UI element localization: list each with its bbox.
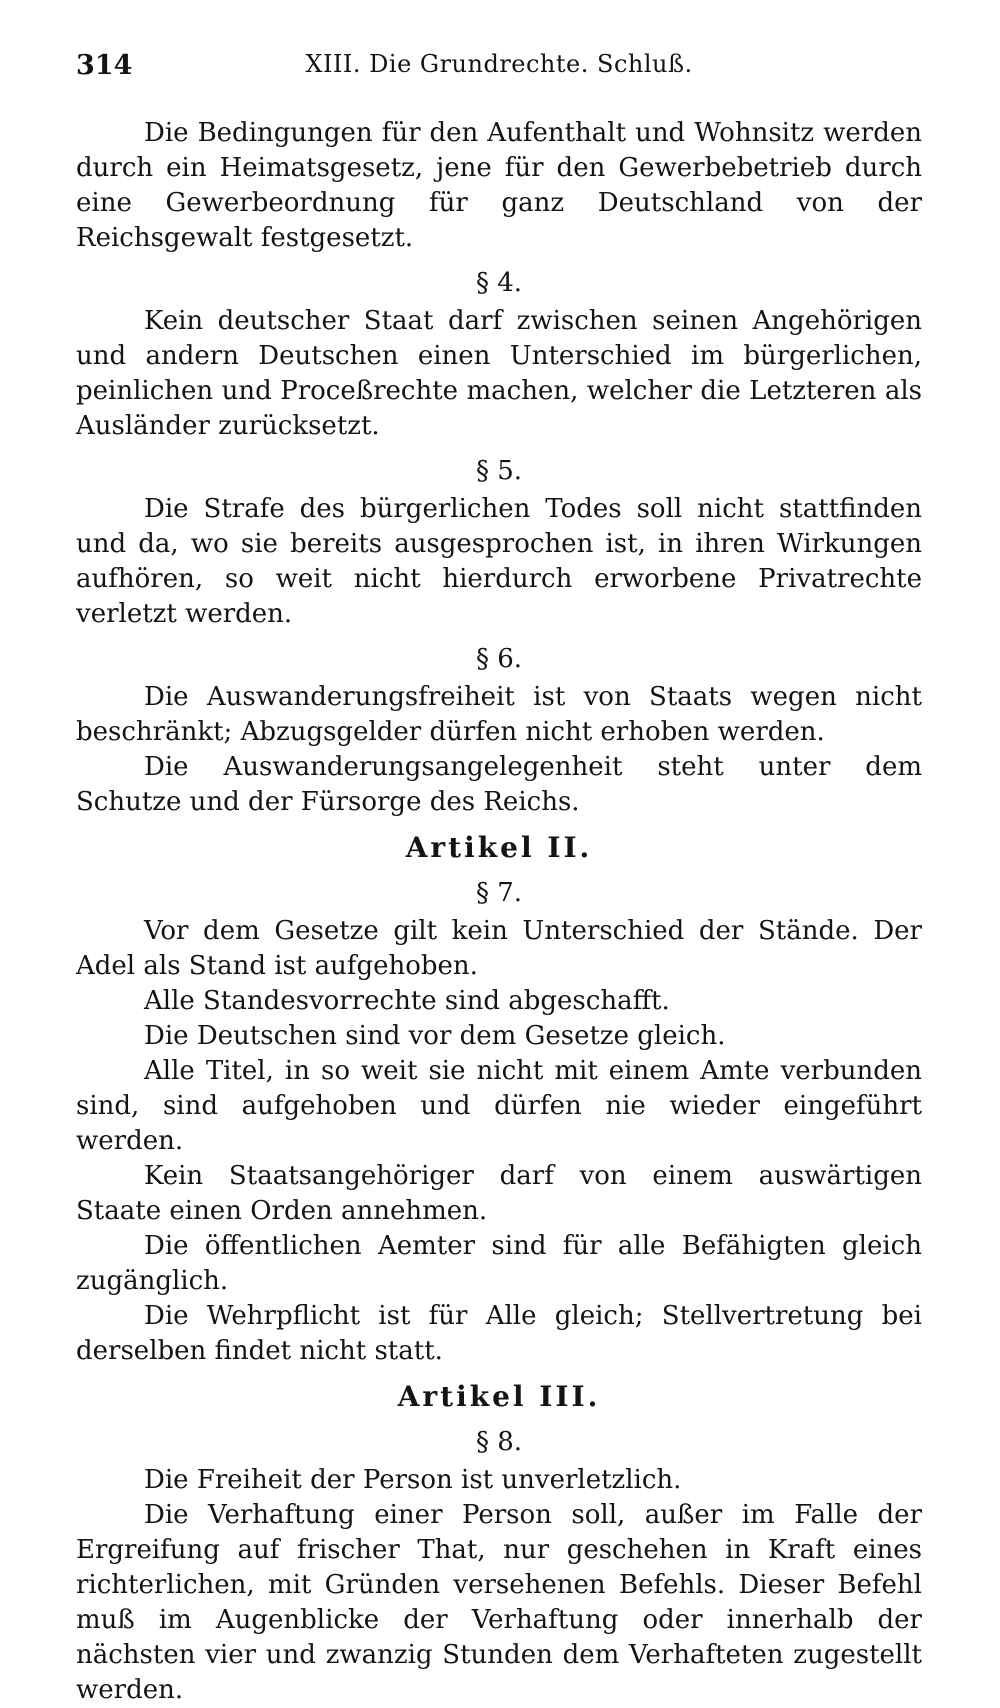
section-heading: § 5. — [475, 456, 523, 486]
paragraph: Die Strafe des bürgerlichen Todes soll nicht stattfinden und da, wo sie bereits ausgesprochen ist, in ihren Wirkungen aufhören, so weit nicht hierdurch erworbene Privatrechte verletzt werden. — [76, 494, 922, 629]
section-heading: § 4. — [475, 268, 523, 298]
paragraph: Die Deutschen sind vor dem Gesetze gleich. — [144, 1021, 726, 1051]
paragraph: Die Verhaftung einer Person soll, außer im Falle der Ergreifung auf frischer That, nur geschehen in Kraft eines richterlichen, mit Gründen versehenen Befehls. Dieser Befehl muß im Augenblicke der Verhaftung oder innerhalb der nächsten vier und zwanzig Stunden dem Verhafteten zugestellt werden. — [76, 1500, 922, 1705]
article-heading: Artikel II. — [405, 831, 593, 864]
paragraph: Alle Standesvorrechte sind abgeschafft. — [144, 986, 670, 1016]
paragraph: Die öffentlichen Aemter sind für alle Befähigten gleich zugänglich. — [76, 1231, 922, 1296]
paragraph: Die Auswanderungsfreiheit ist von Staats wegen nicht beschränkt; Abzugsgelder dürfen nicht erhoben werden. — [76, 682, 922, 747]
paragraph: Die Wehrpflicht ist für Alle gleich; Stellvertretung bei derselben findet nicht statt. — [76, 1301, 922, 1366]
body-text — [76, 116, 922, 1708]
paragraph: Die Freiheit der Person ist unverletzlich. — [144, 1465, 682, 1495]
paragraph: Kein Staatsangehöriger darf von einem auswärtigen Staate einen Orden annehmen. — [76, 1161, 922, 1226]
paragraph: Kein deutscher Staat darf zwischen seinen Angehörigen und andern Deutschen einen Unterschied im bürgerlichen, peinlichen und Proceßrechte machen, welcher die Letzteren als Ausländer zurücksetzt. — [76, 306, 922, 441]
page-header — [76, 0, 922, 106]
paragraph: Die Auswanderungsangelegenheit steht unter dem Schutze und der Fürsorge des Reichs. — [76, 752, 922, 817]
section-heading: § 8. — [475, 1427, 523, 1457]
page-number: 314 — [76, 50, 133, 81]
paragraph: Die Bedingungen für den Aufenthalt und Wohnsitz werden durch ein Heimatsgesetz, jene für den Gewerbebetrieb durch eine Gewerbeordnung für ganz Deutschland von der Reichsgewalt festgesetzt. — [76, 118, 922, 253]
paragraph: Alle Titel, in so weit sie nicht mit einem Amte verbunden sind, sind aufgehoben und dürfen nie wieder eingeführt werden. — [76, 1056, 922, 1156]
running-title: XIII. Die Grundrechte. Schluß. — [305, 50, 693, 78]
paragraph: Vor dem Gesetze gilt kein Unterschied der Stände. Der Adel als Stand ist aufgehoben. — [76, 916, 922, 981]
section-heading: § 7. — [475, 878, 523, 908]
section-heading: § 6. — [475, 644, 523, 674]
article-heading: Artikel III. — [397, 1380, 601, 1413]
